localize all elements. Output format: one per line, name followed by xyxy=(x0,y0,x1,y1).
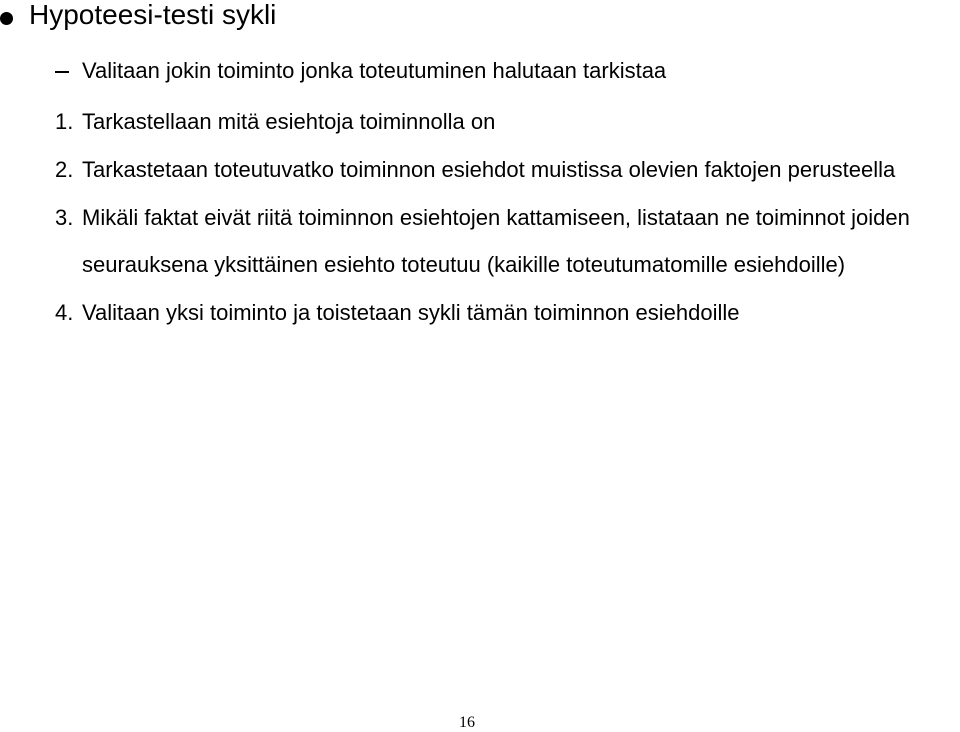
subpoint-text: Valitaan jokin toiminto jonka toteutuminen halutaan tarkistaa xyxy=(82,58,667,83)
dash-bullet-icon xyxy=(55,71,69,73)
step-text: Tarkastellaan mitä esiehtoja toiminnolla on xyxy=(82,109,496,134)
bullet-dot-icon xyxy=(0,12,13,25)
list-item-3 xyxy=(0,194,960,288)
step-text: Valitaan yksi toiminto ja toistetaan sykli tämän toiminnon esiehdoille xyxy=(82,300,740,325)
step-number: 2. xyxy=(55,157,74,182)
page-number: 16 xyxy=(459,714,475,731)
step-text: Tarkastetaan toteutuvatko toiminnon esiehdot muistissa olevien faktojen perusteella xyxy=(82,157,896,182)
slide-title: Hypoteesi-testi sykli xyxy=(29,0,277,30)
steps-list xyxy=(0,98,960,337)
step-number: 1. xyxy=(55,109,74,134)
step-number: 4. xyxy=(55,300,74,325)
list-item-2 xyxy=(0,146,960,193)
list-item-4 xyxy=(0,289,960,336)
step-text: Mikäli faktat eivät riitä toiminnon esiehtojen kattamiseen, listataan ne toiminnot joiden seurauksena yksittäinen esiehto toteutuu (kaikille toteutumatomille esiehdoille) xyxy=(82,205,910,277)
list-item-1 xyxy=(0,98,960,145)
step-number: 3. xyxy=(55,205,74,230)
